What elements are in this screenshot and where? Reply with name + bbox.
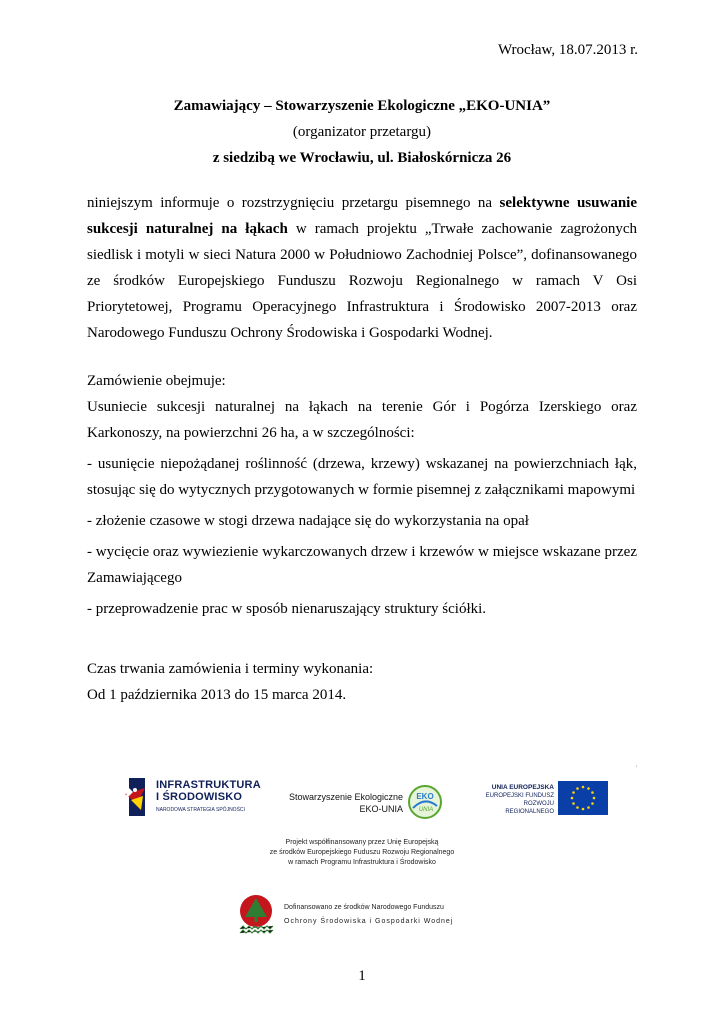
scope-item: - złożenie czasowe w stogi drzewa nadające się do wykorzystania na opał	[87, 513, 529, 529]
eko-badge-subtext: UNIA	[418, 807, 434, 813]
header-address: z siedzibą we Wrocławiu, ul. Białoskórnicza 26	[212, 150, 512, 166]
header-contracting-party: Zamawiający – Stowarzyszenie Ekologiczne „EKO-UNIA”	[173, 98, 551, 114]
fund-cofinancing-note	[284, 901, 453, 929]
ue-line1: EUROPEJSKI FUNDUSZ	[485, 793, 554, 799]
intro-text-bold: selektywne usuwanie sukcesji naturalnej na łąkach	[87, 195, 637, 237]
eko-badge-text: EKO	[416, 792, 434, 801]
header-role: (organizator przetargu)	[292, 124, 432, 140]
nfosigw-emblem-icon	[236, 893, 276, 937]
scope-section	[87, 368, 637, 622]
eko-name-line1: Stowarzyszenie Ekologiczne	[288, 792, 403, 802]
project-note-line: Projekt współfinansowany przez Unię Europejską	[285, 839, 439, 846]
eko-unia-emblem-icon	[407, 784, 443, 820]
eko-unia-logo	[285, 780, 445, 824]
infrastruktura-srodowisko-logo	[123, 774, 263, 822]
is-title-line2: I ŚRODOWISKO	[156, 791, 243, 803]
ue-title: UNIA EUROPEJSKA	[491, 784, 554, 791]
timeline-value: Od 1 października 2013 do 15 marca 2014.	[87, 687, 347, 703]
scope-item: - przeprowadzenie prac w sposób nienaruszający struktury ściółki.	[87, 601, 487, 617]
eko-name-line2: EKO-UNIA	[359, 804, 403, 814]
intro-text-pre: niniejszym informuje o rozstrzygnięciu przetargu pisemnego na	[87, 195, 500, 211]
is-emblem-icon	[123, 774, 153, 818]
fund-note-line2: Ochrony Środowiska i Gospodarki Wodnej	[284, 918, 454, 925]
eu-flag-icon	[558, 781, 608, 815]
document-header	[87, 93, 637, 171]
scope-summary: Usuniecie sukcesji naturalnej na łąkach na terenie Gór i Pogórza Izerskiego oraz Karkonoszy, na powierzchni 26 ha, a w szczególności:	[87, 399, 637, 441]
page-number: 1	[358, 968, 366, 984]
timeline-heading: Czas trwania zamówienia i terminy wykonania:	[87, 661, 374, 677]
is-subtitle: NARODOWA STRATEGIA SPÓJNOŚCI	[156, 807, 245, 813]
project-cofinancing-note	[212, 838, 512, 868]
ue-line2: ROZWOJU REGIONALNEGO	[505, 801, 554, 815]
fund-note-line1: Dofinansowano ze środków Narodowego Funduszu	[284, 904, 444, 911]
document-date: Wrocław, 18.07.2013 r.	[497, 42, 638, 58]
intro-text-post: w ramach projektu „Trwałe zachowanie zagrożonych siedlisk i motyli w sieci Natura 2000 w Południowo Zachodniej Polsce”, dofinansowanego ze środków Europejskiego Funduszu Rozwoju Regionalnego w ramach V Osi Priorytetowej, Programu Operacyjnego Infrastruktura i Środowisko 2007-2013 oraz Narodowego Funduszu Ochrony Środowiska i Gospodarki Wodnej.	[87, 221, 637, 341]
project-note-line: ze środków Europejskiego Fuduszu Rozwoju Regionalnego	[269, 849, 455, 856]
is-title-line1: INFRASTRUKTURA	[156, 779, 261, 791]
intro-paragraph	[87, 190, 637, 346]
scope-heading: Zamówienie obejmuje:	[87, 373, 226, 389]
project-note-line: w ramach Programu Infrastruktura i Środowisko	[288, 859, 436, 866]
timeline-section	[87, 656, 637, 708]
stray-mark: ,	[636, 762, 638, 768]
unia-europejska-logo	[478, 778, 612, 822]
scope-item: - usunięcie niepożądanej roślinność (drzewa, krzewy) wskazanej na powierzchniach łąk, stosując się do wytycznych przygotowanych w formie pisemnej z załącznikami mapowymi	[87, 456, 637, 498]
scope-item: - wycięcie oraz wywiezienie wykarczowanych drzew i krzewów w miejsce wskazane przez Zamawiającego	[87, 544, 637, 586]
